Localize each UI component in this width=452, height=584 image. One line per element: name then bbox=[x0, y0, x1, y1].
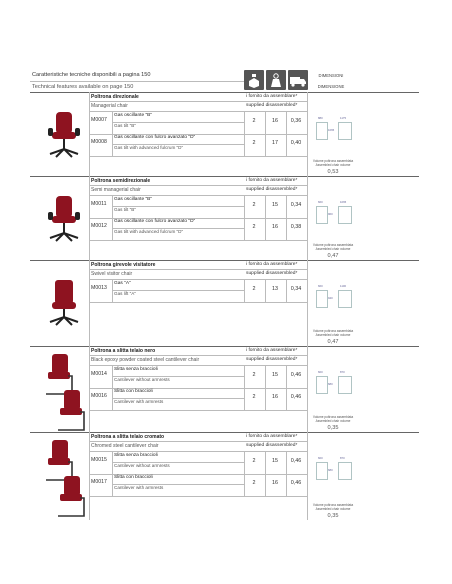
pack-volume: 0,46 bbox=[290, 394, 302, 400]
row-divider-v bbox=[265, 112, 266, 134]
product-code: M0014 bbox=[91, 371, 107, 377]
pack-volume: 0,46 bbox=[290, 458, 302, 464]
pack-volume: 0,40 bbox=[290, 140, 302, 146]
assembled-volume-value: 0,53 bbox=[327, 169, 339, 175]
assembled-volume-label-it: Volume poltrona assemblata bbox=[312, 329, 354, 333]
pack-weight: 17 bbox=[272, 140, 278, 146]
assembled-volume-label-en: Assembled chair volume bbox=[315, 333, 351, 337]
assembled-volume-label-it: Volume poltrona assemblata bbox=[312, 243, 354, 247]
variant-name-it: Gas oscillante "B" bbox=[114, 113, 153, 118]
variant-name-en: Cantilever without armrests bbox=[114, 377, 170, 382]
row-divider-v bbox=[112, 366, 113, 388]
section-subtitle: Semi managerial chair bbox=[91, 187, 141, 193]
supplied-note-en: supplied disassembled* bbox=[246, 357, 298, 362]
row-divider-v bbox=[112, 196, 113, 218]
product-code: M0007 bbox=[91, 117, 107, 123]
dim-height-label: 940 bbox=[328, 296, 333, 300]
section-title: Poltrona semidirezionale bbox=[91, 178, 151, 184]
variant-name-it: Gas oscillante con fulcro avanzato "D" bbox=[114, 135, 196, 140]
pack-qty: 2 bbox=[252, 286, 256, 292]
row-divider-v bbox=[244, 134, 245, 156]
pack-qty: 2 bbox=[252, 118, 256, 124]
section-subtitle: Chromed steel cantilever chair bbox=[91, 443, 159, 449]
row-divider-v bbox=[265, 388, 266, 410]
row-divider-v bbox=[244, 112, 245, 134]
chair-photo-with-arms bbox=[50, 472, 94, 522]
dim-drawing-side bbox=[316, 122, 328, 140]
weight-icon bbox=[266, 70, 286, 90]
row-bottom-divider bbox=[89, 240, 307, 241]
pack-weight: 16 bbox=[272, 480, 278, 486]
row-divider-v bbox=[244, 474, 245, 496]
header-title-it: Caratteristiche tecniche disponibili a pagina 150 bbox=[32, 72, 151, 78]
assembled-volume-value: 0,35 bbox=[327, 425, 339, 431]
row-bottom-divider bbox=[89, 496, 307, 497]
row-divider-v bbox=[244, 280, 245, 302]
header-divider bbox=[30, 81, 244, 82]
variant-name-it: Slitta senza braccioli bbox=[114, 367, 158, 372]
dim-drawing-side bbox=[316, 290, 328, 308]
row-inner-divider bbox=[112, 398, 244, 399]
section-subtitle: Swivel visitor chair bbox=[91, 271, 133, 277]
assembled-volume-label-it: Volume poltrona assemblata bbox=[312, 159, 354, 163]
pack-volume: 0,46 bbox=[290, 480, 302, 486]
row-inner-divider bbox=[112, 228, 244, 229]
dim-drawing-side bbox=[316, 462, 328, 480]
row-divider-v bbox=[244, 366, 245, 388]
section-title-divider bbox=[89, 441, 307, 442]
row-divider-v bbox=[265, 474, 266, 496]
dim-depth-label: 660 bbox=[318, 284, 323, 288]
chair-photo-with-arms bbox=[50, 386, 94, 436]
row-divider-v bbox=[265, 452, 266, 474]
section-title-divider bbox=[89, 269, 307, 270]
supplied-note-it: i fornito da assemblare* bbox=[246, 94, 298, 99]
row-divider-v bbox=[112, 280, 113, 302]
pack-volume: 0,38 bbox=[290, 224, 302, 230]
product-code: M0016 bbox=[91, 393, 107, 399]
dim-width-label: 1100 bbox=[340, 284, 347, 288]
variant-name-it: Slitta senza braccioli bbox=[114, 453, 158, 458]
product-code: M0013 bbox=[91, 285, 107, 291]
pack-weight: 15 bbox=[272, 372, 278, 378]
row-divider-v bbox=[112, 388, 113, 410]
dim-width-label: 870 bbox=[340, 456, 345, 460]
pack-volume: 0,46 bbox=[290, 372, 302, 378]
chair-photo bbox=[42, 110, 86, 160]
row-divider-v bbox=[265, 280, 266, 302]
variant-name-it: Slitta con braccioli bbox=[114, 475, 153, 480]
row-divider-v bbox=[286, 474, 287, 496]
assembled-volume-value: 0,47 bbox=[327, 253, 339, 259]
pack-weight: 15 bbox=[272, 458, 278, 464]
supplied-note-it: i fornito da assemblare* bbox=[246, 262, 298, 267]
variant-name-en: Cantilever with armrests bbox=[114, 485, 164, 490]
row-divider-v bbox=[286, 196, 287, 218]
variant-name-it: Slitta con braccioli bbox=[114, 389, 153, 394]
dim-drawing-side bbox=[316, 206, 328, 224]
row-divider-v bbox=[286, 134, 287, 156]
row-divider-v bbox=[244, 388, 245, 410]
variant-name-it: Gas oscillante "B" bbox=[114, 197, 153, 202]
row-divider-v bbox=[112, 452, 113, 474]
supplied-note-it: i fornito da assemblare* bbox=[246, 178, 298, 183]
row-divider-v bbox=[112, 112, 113, 134]
box-icon bbox=[244, 70, 264, 90]
variant-name-it: Gas oscillante con fulcro avanzato "D" bbox=[114, 219, 196, 224]
dim-depth-label: 880 bbox=[318, 116, 323, 120]
pack-qty: 2 bbox=[252, 480, 256, 486]
section-title-divider bbox=[89, 185, 307, 186]
row-inner-divider bbox=[112, 290, 244, 291]
dim-height-label: 960 bbox=[328, 212, 333, 216]
pack-volume: 0,34 bbox=[290, 286, 302, 292]
section-header-divider bbox=[89, 365, 307, 366]
dim-drawing-front bbox=[338, 122, 352, 140]
row-divider-v bbox=[286, 366, 287, 388]
row-bottom-divider bbox=[89, 410, 307, 411]
assembled-volume-label-en: Assembled chair volume bbox=[315, 163, 351, 167]
dim-drawing-front bbox=[338, 376, 352, 394]
row-divider-v bbox=[112, 134, 113, 156]
chair-photo bbox=[42, 194, 86, 244]
row-inner-divider bbox=[112, 206, 244, 207]
pack-qty: 2 bbox=[252, 202, 256, 208]
variant-name-en: Gas tilt with advanced fulcrum "D" bbox=[114, 145, 184, 150]
row-divider-v bbox=[112, 218, 113, 240]
dim-width-label: 1175 bbox=[340, 116, 347, 120]
supplied-note-en: supplied disassembled* bbox=[246, 443, 298, 448]
row-divider-v bbox=[286, 218, 287, 240]
dim-height-label: 680 bbox=[328, 468, 333, 472]
product-code: M0011 bbox=[91, 201, 107, 207]
row-divider-v bbox=[265, 366, 266, 388]
row-divider-v bbox=[112, 474, 113, 496]
variant-name-en: Gas lift "A" bbox=[114, 291, 136, 296]
variant-name-en: Gas tilt "B" bbox=[114, 207, 136, 212]
section-header-divider bbox=[89, 195, 307, 196]
pack-weight: 16 bbox=[272, 394, 278, 400]
pack-qty: 2 bbox=[252, 372, 256, 378]
row-inner-divider bbox=[112, 144, 244, 145]
variant-name-en: Gas tilt with advanced fulcrum "D" bbox=[114, 229, 184, 234]
dim-drawing-front bbox=[338, 462, 352, 480]
row-inner-divider bbox=[112, 484, 244, 485]
supplied-note-it: i fornito da assemblare* bbox=[246, 348, 298, 353]
supplied-note-en: supplied disassembled* bbox=[246, 187, 298, 192]
variant-name-en: Cantilever with armrests bbox=[114, 399, 164, 404]
product-code: M0015 bbox=[91, 457, 107, 463]
row-divider-v bbox=[286, 280, 287, 302]
dimensions-heading-it: DIMENSIONI bbox=[318, 73, 344, 78]
assembled-volume-value: 0,47 bbox=[327, 339, 339, 345]
row-divider-v bbox=[286, 388, 287, 410]
row-divider-v bbox=[265, 196, 266, 218]
pack-qty: 2 bbox=[252, 224, 256, 230]
truck-icon bbox=[288, 70, 308, 90]
dim-width-label: 870 bbox=[340, 370, 345, 374]
row-divider-v bbox=[286, 112, 287, 134]
row-bottom-divider bbox=[89, 302, 307, 303]
section-title-divider bbox=[89, 355, 307, 356]
assembled-volume-value: 0,35 bbox=[327, 513, 339, 519]
pack-qty: 2 bbox=[252, 394, 256, 400]
section-header-divider bbox=[89, 279, 307, 280]
pack-weight: 13 bbox=[272, 286, 278, 292]
dim-drawing-side bbox=[316, 376, 328, 394]
pack-qty: 2 bbox=[252, 458, 256, 464]
row-divider-v bbox=[265, 134, 266, 156]
supplied-note-en: supplied disassembled* bbox=[246, 271, 298, 276]
pack-weight: 15 bbox=[272, 202, 278, 208]
dim-height-label: 1065 bbox=[328, 128, 335, 132]
variant-name-en: Cantilever without armrests bbox=[114, 463, 170, 468]
row-divider-v bbox=[244, 218, 245, 240]
dim-depth-label: 600 bbox=[318, 370, 323, 374]
pack-qty: 2 bbox=[252, 140, 256, 146]
dim-width-label: 1065 bbox=[340, 200, 347, 204]
dim-depth-label: 660 bbox=[318, 200, 323, 204]
assembled-volume-label-en: Assembled chair volume bbox=[315, 247, 351, 251]
assembled-volume-label-it: Volume poltrona assemblata bbox=[312, 503, 354, 507]
row-inner-divider bbox=[112, 376, 244, 377]
pack-volume: 0,34 bbox=[290, 202, 302, 208]
assembled-volume-label-en: Assembled chair volume bbox=[315, 507, 351, 511]
supplied-note-it: i fornito da assemblare* bbox=[246, 434, 298, 439]
section-subtitle: Black epoxy powder coated steel cantilever chair bbox=[91, 357, 200, 363]
variant-name-it: Gas "A" bbox=[114, 281, 131, 286]
product-code: M0008 bbox=[91, 139, 107, 145]
row-divider-v bbox=[244, 452, 245, 474]
dim-drawing-front bbox=[338, 206, 352, 224]
row-divider-v bbox=[244, 196, 245, 218]
product-code: M0017 bbox=[91, 479, 107, 485]
dim-drawing-front bbox=[338, 290, 352, 308]
section-header-divider bbox=[89, 111, 307, 112]
section-title: Poltrona a slitta telaio cromato bbox=[91, 434, 165, 440]
dimensions-heading-en: DIMENSIONE bbox=[317, 84, 345, 89]
row-divider-v bbox=[286, 452, 287, 474]
pack-weight: 16 bbox=[272, 224, 278, 230]
assembled-volume-label-it: Volume poltrona assemblata bbox=[312, 415, 354, 419]
pack-weight: 16 bbox=[272, 118, 278, 124]
dim-height-label: 680 bbox=[328, 382, 333, 386]
product-code: M0012 bbox=[91, 223, 107, 229]
supplied-note-en: supplied disassembled* bbox=[246, 103, 298, 108]
section-title-divider bbox=[89, 101, 307, 102]
section-subtitle: Managerial chair bbox=[91, 103, 128, 109]
header-title-en: Technical features available on page 150 bbox=[32, 84, 134, 90]
section-title: Poltrona a slitta telaio nero bbox=[91, 348, 156, 354]
variant-name-en: Gas tilt "B" bbox=[114, 123, 136, 128]
chair-photo bbox=[42, 278, 86, 328]
assembled-volume-label-en: Assembled chair volume bbox=[315, 419, 351, 423]
row-divider-v bbox=[265, 218, 266, 240]
section-title: Poltrona girevole visitatore bbox=[91, 262, 156, 268]
pack-volume: 0,36 bbox=[290, 118, 302, 124]
row-inner-divider bbox=[112, 122, 244, 123]
dim-depth-label: 600 bbox=[318, 456, 323, 460]
section-title: Poltrona direzionale bbox=[91, 94, 139, 100]
section-col-divider bbox=[89, 260, 90, 346]
row-inner-divider bbox=[112, 462, 244, 463]
section-header-divider bbox=[89, 451, 307, 452]
row-bottom-divider bbox=[89, 156, 307, 157]
